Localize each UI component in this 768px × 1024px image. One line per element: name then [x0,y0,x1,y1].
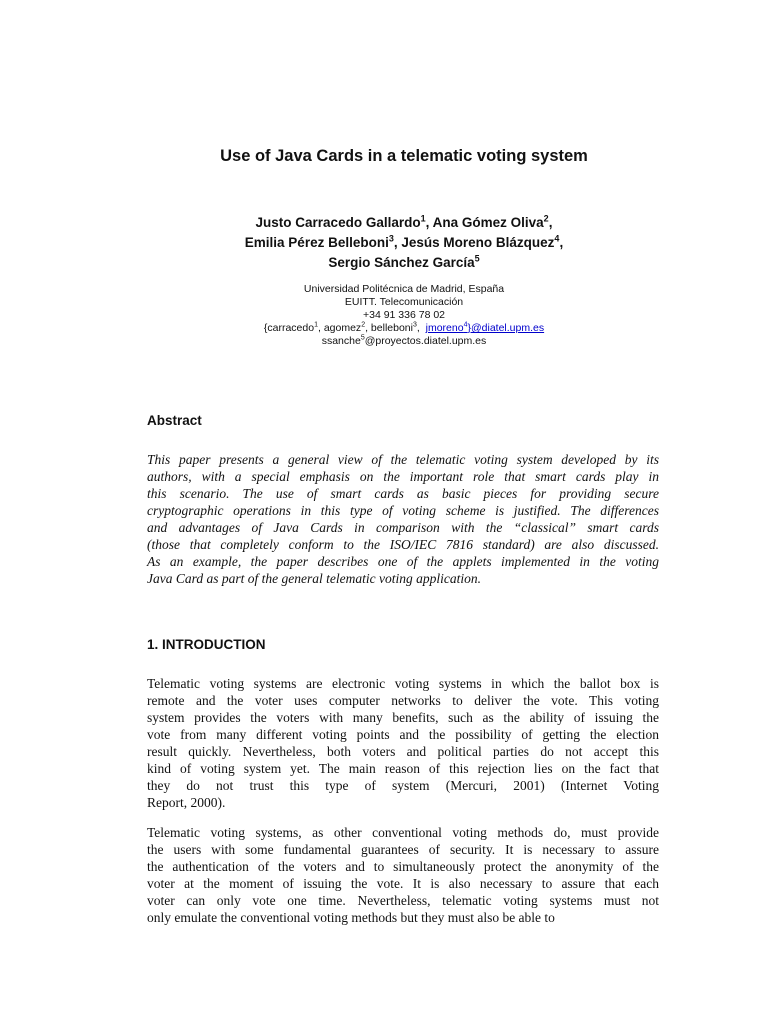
email-text: , agomez [317,322,362,334]
body-line: the users with some fundamental guarantees of security. It is necessary to assure [147,842,659,857]
author-superscript: 1 [420,213,426,224]
author-superscript: 3 [388,233,394,244]
email-text: @proyectos.diatel.upm.es [364,335,487,347]
body-line: vote from many different voting points and the possibility of getting the election [147,727,659,742]
body-line: voter can only vote one time. Nevertheless, telematic voting systems must not [147,893,659,908]
author-name: Emilia Pérez Belleboni [244,235,389,250]
abstract-line: and advantages of Java Cards in comparison with the “classical” smart cards [147,520,659,535]
affiliation-university: Universidad Politécnica de Madrid, España [303,283,505,295]
affiliation-block [0,283,768,348]
email-text: , belleboni [365,322,413,334]
body-line: Telematic voting systems, as other conventional voting methods do, must provide [147,825,659,840]
author-separator: , [425,215,433,230]
abstract-line: This paper presents a general view of the telematic voting system developed by its [147,452,659,467]
author-superscript: 4 [554,233,560,244]
body-line: system provides the voters with many benefits, such as the ability of issuing the [147,710,659,725]
email-superscript: 1 [314,321,318,329]
email-text: ssanche [321,335,361,347]
affiliation-school: EUITT. Telecomunicación [344,296,464,308]
email-superscript: 5 [360,334,365,342]
abstract-line: As an example, the paper describes one of the applets implemented in the voting [147,554,659,569]
author-separator: , [393,235,402,250]
body-line: only emulate the conventional voting methods but they must also be able to [147,910,555,925]
introduction-paragraph-2 [147,824,659,926]
author-separator: , [559,235,564,250]
author-separator: , [548,215,553,230]
abstract-line: this scenario. The use of smart cards as basic pieces for providing secure [147,486,659,501]
abstract-line: (those that completely conform to the ISO/IEC 7816 standard) are also discussed. [147,537,659,552]
body-line: result quickly. Nevertheless, both voters and political parties do not accept this [147,744,659,759]
email-link-text: jmoreno [425,322,464,334]
email-text: {carracedo [263,322,315,334]
email-link[interactable] [426,322,544,334]
abstract-text [147,451,659,587]
introduction-paragraph-1 [147,675,659,811]
author-list [0,213,768,273]
abstract-line: Java Card as part of the general telematic voting application. [147,571,481,586]
body-line: remote and the voter uses computer networks to deliver the vote. This voting [147,693,659,708]
body-line: Report, 2000). [147,795,226,810]
email-superscript: 2 [361,321,366,329]
author-name: Jesús Moreno Blázquez [401,235,555,250]
author-superscript: 2 [543,213,549,224]
body-line: the authentication of the voters and to simultaneously protect the anonymity of the [147,859,659,874]
affiliation-phone: +34 91 336 78 02 [362,309,446,321]
email-superscript: 4 [463,321,468,329]
body-line: kind of voting system yet. The main reason of this rejection lies on the fact that [147,761,659,776]
author-line-2 [0,233,768,253]
affiliation-emails [0,322,768,335]
author-superscript: 5 [474,253,480,264]
author-name: Ana Gómez Oliva [432,215,544,230]
author-name: Sergio Sánchez García [328,255,475,270]
body-line: voter at the moment of issuing the vote. It is also necessary to assure that each [147,876,659,891]
email-superscript: 3 [412,321,417,329]
body-line: Telematic voting systems are electronic voting systems in which the ballot box is [147,676,659,691]
paper-title: Use of Java Cards in a telematic voting system [220,147,588,165]
email-text: , [416,322,426,334]
author-name: Justo Carracedo Gallardo [255,215,421,230]
author-line-3 [0,253,768,273]
affiliation-email-2 [0,335,768,348]
author-line-1 [0,213,768,233]
body-line: they do not trust this type of system (Mercuri, 2001) (Internet Voting [147,778,659,793]
email-link-suffix: }@diatel.upm.es [467,322,545,334]
introduction-heading: 1. INTRODUCTION [147,637,266,652]
abstract-line: cryptographic operations in this type of voting scheme is justified. The differences [147,503,659,518]
abstract-line: authors, with a special emphasis on the important role that smart cards play in [147,469,659,484]
abstract-heading: Abstract [147,413,202,428]
